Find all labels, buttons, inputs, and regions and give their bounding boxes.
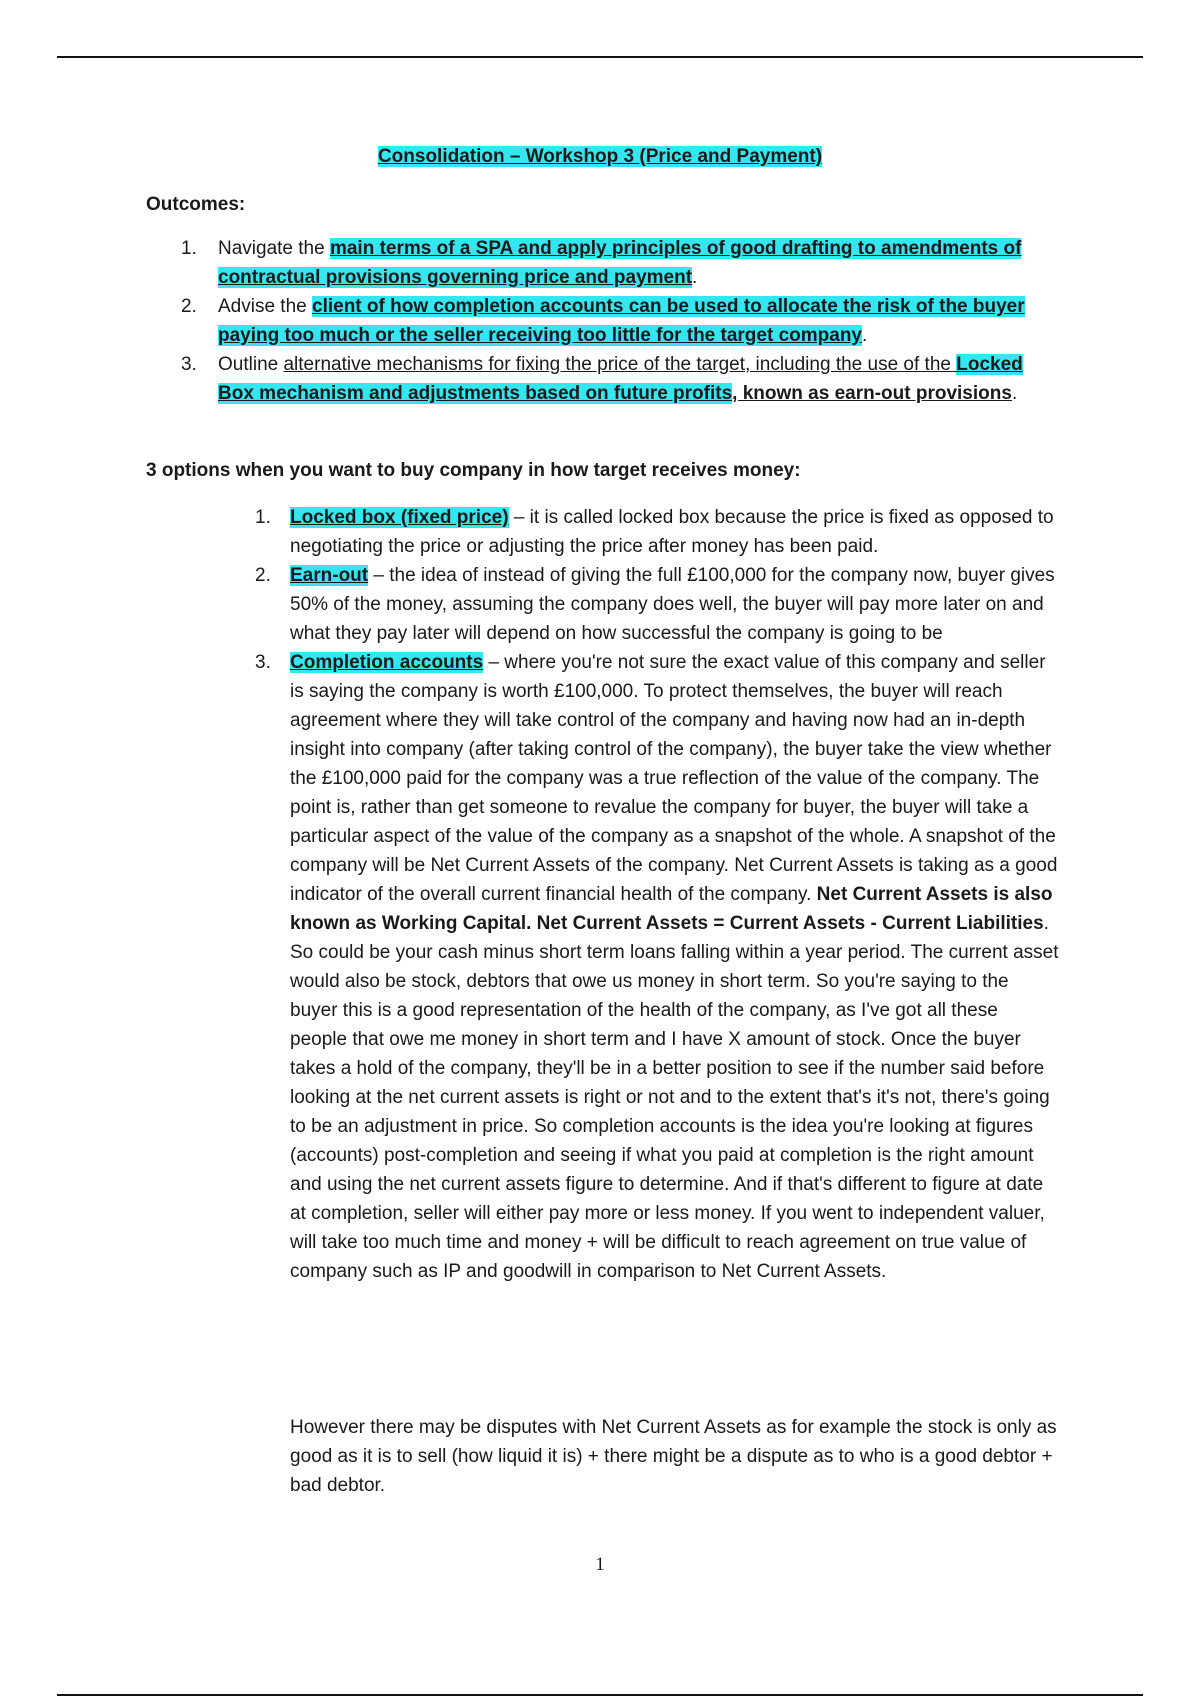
list-item: 2. Earn-out – the idea of instead of giving the full £100,000 for the company now, buyer gives 50% of the money, assuming the company does well, the buyer will pay more later on and what they pay later will depend on how successful the company is going to be [255,565,1055,644]
disputes-paragraph: However there may be disputes with Net Current Assets as for example the stock is only as good as it is to sell (how liquid it is) + there might be a dispute as to who is a good debtor + bad debtor. [290,1417,1057,1496]
list-item: 2. Advise the client of how completion accounts can be used to allocate the risk of the buyer paying too much or the seller receiving too little for the target company. [181,296,1025,346]
list-item: 1. Locked box (fixed price) – it is called locked box because the price is fixed as opposed to negotiating the price or adjusting the price after money has been paid. [255,507,1054,557]
list-item: 1. Navigate the main terms of a SPA and apply principles of good drafting to amendments of contractual provisions governing price and payment. [181,238,1022,288]
options-heading: 3 options when you want to buy company in how target receives money: [146,460,801,481]
list-item: 3. Completion accounts – where you're not sure the exact value of this company and seller is saying the company is worth £100,000. To protect themselves, the buyer will reach agreement where they will take control of the company and having now had an in-depth insight into company (after taking control of the company), the buyer take the view whether the £100,000 paid for the company was a true reflection of the value of the company. The point is, rather than get someone to revalue the company for buyer, the buyer will take a particular aspect of the value of the company as a snapshot of the whole. A snapshot of the company will be Net Current Assets of the company. Net Current Assets is taking as a good indicator of the overall current financial health of the company. Net Current Assets is also known as Working Capital. Net Current Assets = Current Assets - Current Liabilities. So could be your cash minus short term loans falling within a year period. The current asset would also be stock, debtors that owe us money in short term. So you're saying to the buyer this is a good representation of the health of the company, as I've got all these people that owe me money in short term and I have X amount of stock. Once the buyer takes a hold of the company, they'll be in a better position to see if the number said before looking at the net current assets is right or not and to the extent that's it's not, there's going to be an adjustment in price. So completion accounts is the idea you're looking at figures (accounts) post-completion and seeing if what you paid at completion is the right amount and using the net current assets figure to determine. And if that's different to figure at date at completion, seller will either pay more or less money. If you went to independent valuer, will take too much time and money + will be difficult to reach agreement on true value of company such as IP and goodwill in comparison to Net Current Assets. [255,652,1059,1282]
outcomes-list [181,234,1048,408]
page-number: 1 [595,1554,605,1575]
list-item: 3. Outline alternative mechanisms for fixing the price of the target, including the use of the Locked Box mechanism and adjustments based on future profits, known as earn-out provisions. [181,354,1023,404]
outcomes-heading: Outcomes: [146,194,246,215]
bottom-rule [57,1694,1143,1696]
options-list [255,503,1060,1286]
top-rule [57,56,1143,58]
page-title: Consolidation – Workshop 3 (Price and Payment) [377,146,823,167]
